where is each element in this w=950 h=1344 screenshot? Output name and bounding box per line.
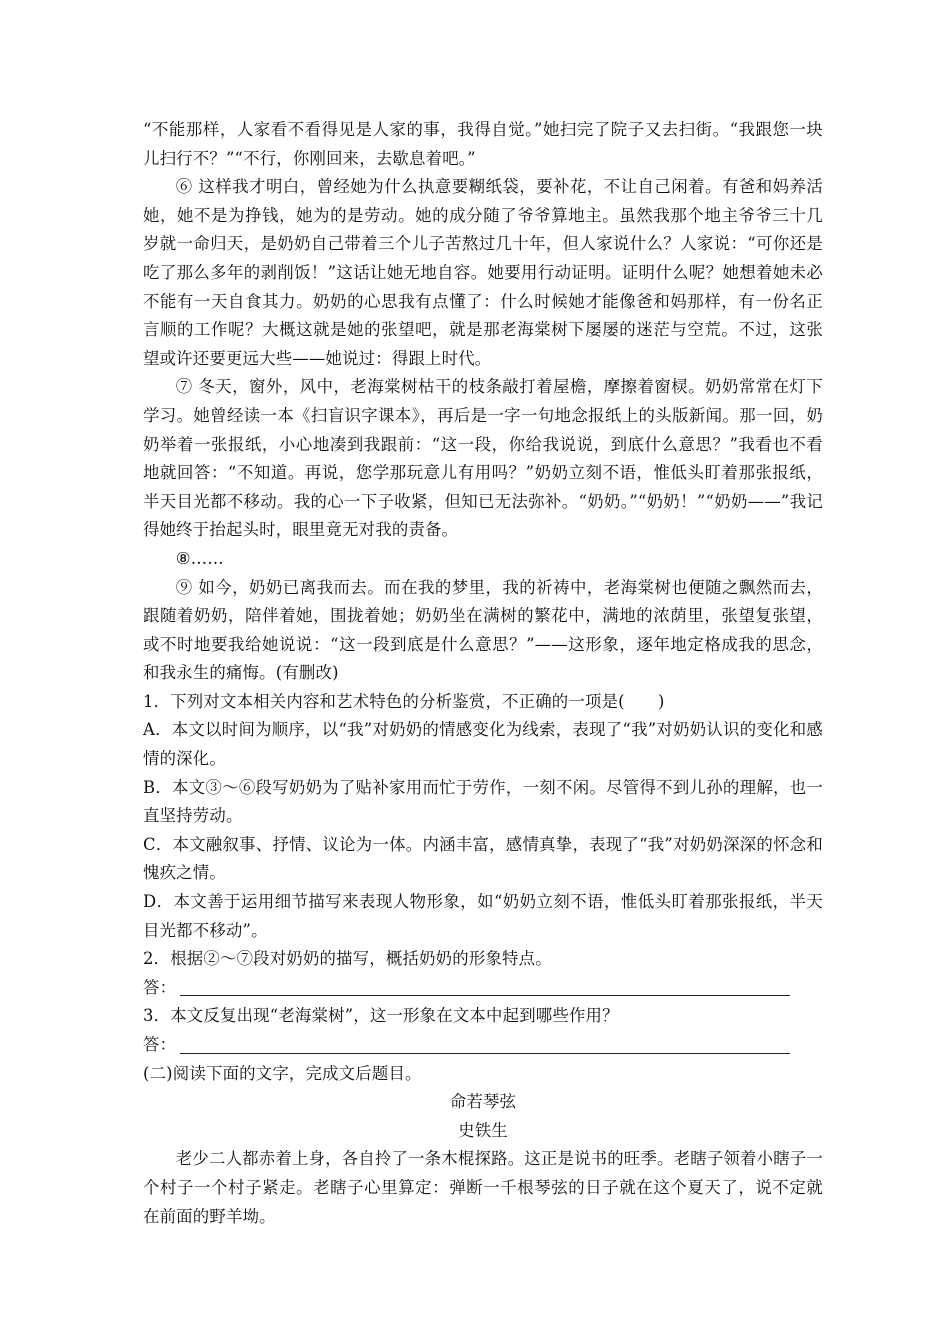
- document-content: [143, 116, 823, 1231]
- story-title: 命若琴弦: [449, 1092, 517, 1112]
- question-3-answer-line[interactable]: [180, 1033, 790, 1054]
- passage-paragraph-continued: “不能那样，人家看不看得见是人家的事，我得自觉。”她扫完了院子又去扫街。“我跟您一块儿扫行不？”“不行，你刚回来，去歇息着吧。”: [143, 120, 823, 168]
- question-2-stem: 2．根据②～⑦段对奶奶的描写，概括奶奶的形象特点。: [143, 949, 552, 969]
- passage-paragraph-6: ⑥ 这样我才明白，曾经她为什么执意要糊纸袋，要补花，不让自己闲着。有爸和妈养活她，她不是为挣钱，她为的是劳动。她的成分随了爷爷算地主。虽然我那个地主爷爷三十几岁就一命归天，是奶奶自己带着三个儿子苦熬过几十年，但人家说什么？人家说：“可你还是吃了那么多年的剥削饭！”这话让她无地自容。她要用行动证明。证明什么呢？她想着她未必不能有一天自食其力。奶奶的心思我有点懂了：什么时候她才能像爸和妈那样，有一份名正言顺的工作呢？大概这就是她的张望吧，就是那老海棠树下屡屡的迷茫与空荒。不过，这张望或许还要更远大些——她说过：得跟上时代。: [143, 177, 823, 368]
- question-3-answer-label: 答：: [143, 1035, 177, 1054]
- question-1-option-b: B．本文③～⑥段写奶奶为了贴补家用而忙于劳作，一刻不闲。尽管得不到儿孙的理解，也一直坚持劳动。: [143, 777, 823, 826]
- question-2-answer-row: [143, 974, 823, 1003]
- passage-paragraph-7: ⑦ 冬天，窗外，风中，老海棠树枯干的枝条敲打着屋檐，摩擦着窗棂。奶奶常常在灯下学习。她曾经读一本《扫盲识字课本》，再后是一字一句地念报纸上的头版新闻。那一回，奶奶举着一张报纸，小心地凑到我跟前：“这一段，你给我说说，到底什么意思？”我看也不看地就回答：“不知道。再说，您学那玩意儿有用吗？”奶奶立刻不语，惟低头盯着那张报纸，半天目光都不移动。我的心一下子收紧，但知已无法弥补。“奶奶。”“奶奶！”“奶奶——”我记得她终于抬起头时，眼里竟无对我的责备。: [143, 377, 823, 540]
- question-3-answer-row: [143, 1031, 823, 1060]
- question-2-answer-label: 答：: [143, 977, 177, 997]
- passage-paragraph-9: ⑨ 如今，奶奶已离我而去。而在我的梦里，我的祈祷中，老海棠树也便随之飘然而去，跟随着奶奶，陪伴着她，围拢着她；奶奶坐在满树的繁花中，满地的浓荫里，张望复张望，或不时地要我给她说说：“这一段到底是什么意思？”——这形象，逐年地定格成我的思念，和我永生的痛悔。(有删改): [143, 577, 823, 683]
- question-1-option-d: D．本文善于运用细节描写来表现人物形象，如“奶奶立刻不语，惟低头盯着那张报纸，半天目光都不移动”。: [143, 892, 823, 940]
- story-paragraph-1: 老少二人都赤着上身，各自拎了一条木棍探路。这正是说书的旺季。老瞎子领着小瞎子一个村子一个村子紧走。老瞎子心里算定：弹断一千根琴弦的日子就在这个夏天了，说不定就在前面的野羊坳。: [143, 1149, 823, 1226]
- question-1-option-c: C．本文融叙事、抒情、议论为一体。内涵丰富，感情真挚，表现了“我”对奶奶深深的怀念和愧疚之情。: [143, 834, 823, 883]
- story-author: 史铁生: [458, 1120, 508, 1140]
- question-1-option-a: A．本文以时间为顺序，以“我”对奶奶的情感变化为线索，表现了“我”对奶奶认识的变化和感情的深化。: [143, 720, 823, 769]
- section-2-intro: (二)阅读下面的文字，完成文后题目。: [143, 1063, 422, 1083]
- question-2-answer-line[interactable]: [180, 975, 790, 996]
- question-1-stem: 1．下列对文本相关内容和艺术特色的分析鉴赏，不正确的一项是( ): [143, 691, 665, 711]
- question-3-stem: 3．本文反复出现“老海棠树”，这一形象在文本中起到哪些作用？: [143, 1006, 619, 1026]
- passage-paragraph-8: ⑧……: [175, 548, 224, 568]
